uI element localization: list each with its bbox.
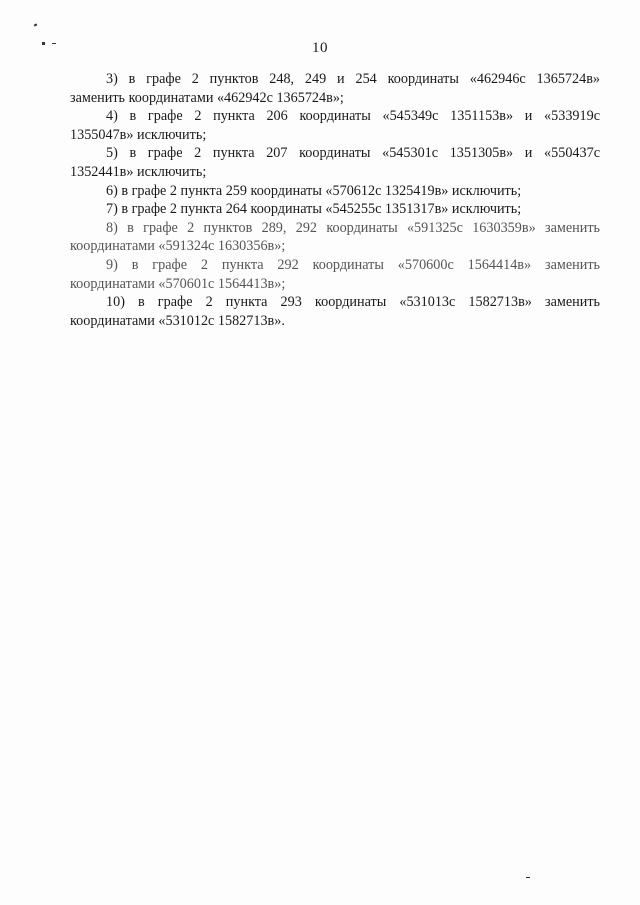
item-line: координатами «531012с 1582713в».	[70, 312, 285, 329]
item-line: координатами «591324с 1630356в»;	[70, 238, 286, 255]
list-item	[70, 107, 600, 144]
item-line: 1352441в» исключить;	[70, 163, 207, 180]
list-item	[70, 219, 600, 256]
item-line: координатами «570601с 1564413в»;	[70, 275, 286, 292]
item-line: 7) в графе 2 пункта 264 координаты «545255с 1351317в» исключить;	[106, 201, 522, 218]
scan-speck	[34, 23, 38, 26]
document-body	[70, 70, 600, 330]
scan-speck	[526, 877, 530, 878]
list-item	[70, 200, 600, 219]
list-item	[70, 182, 600, 201]
list-item	[70, 70, 600, 107]
list-item	[70, 144, 600, 181]
item-line: заменить координатами «462942с 1365724в»;	[70, 89, 344, 106]
item-line: 8) в графе 2 пунктов 289, 292 координаты «591325с 1630359в» заменить	[106, 219, 600, 236]
page-number: 10	[312, 40, 328, 56]
item-line: 6) в графе 2 пункта 259 координаты «570612с 1325419в» исключить;	[106, 182, 522, 199]
list-item	[70, 256, 600, 293]
item-line: 4) в графе 2 пункта 206 координаты «545349с 1351153в» и «533919с	[106, 108, 600, 125]
list-item	[70, 293, 600, 330]
item-line: 3) в графе 2 пунктов 248, 249 и 254 координаты «462946с 1365724в»	[106, 71, 600, 87]
item-line: 1355047в» исключить;	[70, 126, 207, 143]
item-line: 10) в графе 2 пункта 293 координаты «531013с 1582713в» заменить	[106, 294, 600, 311]
item-line: 5) в графе 2 пункта 207 координаты «545301с 1351305в» и «550437с	[106, 145, 600, 162]
item-line: 9) в графе 2 пункта 292 координаты «570600с 1564414в» заменить	[106, 256, 600, 273]
